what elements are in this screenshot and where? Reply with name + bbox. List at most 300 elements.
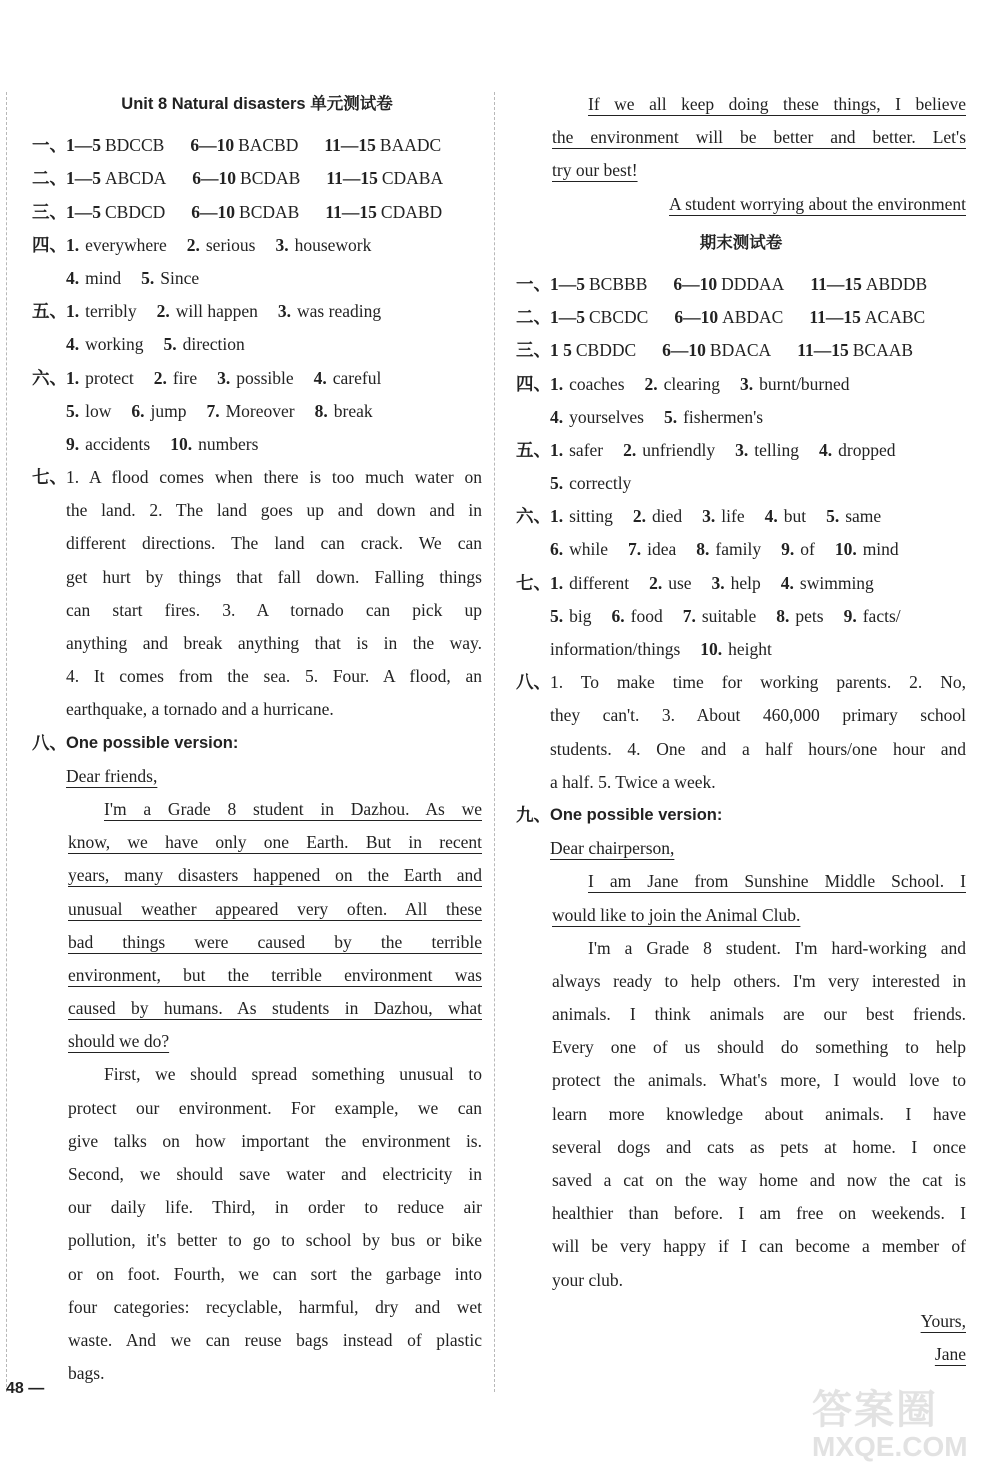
answer-text: mind [85, 267, 122, 288]
text-line: get hurt by things that fall down. Falling things [66, 566, 482, 587]
answer-text: height [728, 639, 772, 659]
question-number: 3. [275, 234, 289, 255]
answer-cell [141, 268, 199, 288]
letter-closing: Yours, [920, 1310, 966, 1331]
text-line: give talks on how important the environment is. [68, 1130, 482, 1151]
question-number: 5. [663, 406, 678, 427]
answer-cell [776, 606, 823, 626]
section-label: 四、 [516, 373, 551, 394]
answer-text: Since [160, 267, 200, 288]
text-line: our daily life. Third, in order to reduce air [68, 1197, 482, 1218]
answer-cells [32, 262, 482, 295]
right-section-5 [516, 434, 966, 500]
answer-cell [712, 573, 761, 593]
text-line: bags. [68, 1363, 105, 1384]
left-section-7 [32, 461, 482, 727]
question-number: 2. [632, 506, 647, 527]
answer-cell [206, 401, 294, 421]
mc-answers: ABDDB [865, 273, 928, 294]
answer-cell [835, 539, 899, 559]
answer-text: everywhere [85, 234, 167, 255]
mc-row [32, 129, 482, 162]
question-number: 3. [277, 301, 292, 322]
answer-text: big [569, 605, 592, 626]
question-number: 1. [66, 367, 80, 388]
answer-cells [66, 362, 401, 395]
answer-cell [66, 434, 150, 454]
answer-cell [633, 506, 682, 526]
answer-cells [32, 395, 482, 428]
answer-text: information/things [550, 639, 681, 659]
answer-cell [781, 539, 815, 559]
question-number: 5. [826, 506, 840, 527]
mc-answers: CBCDC [589, 307, 649, 328]
answer-text: was reading [297, 301, 382, 322]
left-section-6 [32, 362, 482, 462]
answer-cells [516, 633, 966, 666]
mc-answers: BACBD [238, 135, 299, 156]
section-label: 五、 [516, 439, 551, 460]
question-number: 2. [649, 572, 663, 593]
mc-answers: BCDAB [239, 201, 300, 222]
answer-cell [163, 334, 244, 354]
question-number: 10. [170, 433, 193, 454]
question-number: 3. [740, 373, 754, 394]
text-line: 4. It comes from the sea. 5. Four. A flood, an [66, 666, 482, 687]
mc-range: 1 5 [550, 340, 572, 361]
mc-segment [66, 162, 166, 195]
answer-text: numbers [198, 433, 259, 454]
answer-cells [550, 368, 870, 401]
text-line: students. 4. One and a half hours/one hour and [550, 738, 966, 759]
mc-answers: BDACA [709, 340, 772, 361]
answer-cell [628, 539, 676, 559]
question-number: 4. [66, 267, 80, 288]
mc-range: 1—5 [550, 273, 585, 294]
answer-cell [550, 506, 613, 526]
text-line: pollution, it's better to go to school by bus or bike [68, 1230, 482, 1251]
answer-cell [315, 401, 373, 421]
mc-range: 1—5 [66, 168, 101, 189]
left-mc-answers [32, 129, 482, 229]
answer-text: serious [205, 234, 256, 255]
mc-answers: CBDDC [575, 340, 637, 361]
answer-text: idea [647, 539, 677, 560]
left-section-8 [32, 727, 482, 1391]
question-number: 2. [186, 234, 200, 255]
answer-cell [217, 368, 294, 388]
text-line: anything and break anything that is in the way. [66, 633, 482, 653]
answer-text: fishermen's [683, 406, 764, 427]
mc-range: 11—15 [324, 135, 376, 156]
mc-segment [66, 196, 165, 229]
text-line: 1. To make time for working parents. 2. No, [550, 672, 966, 693]
answer-text: fire [172, 367, 198, 388]
mc-range: 1—5 [66, 135, 101, 156]
question-number: 3. [735, 439, 749, 460]
left-section-5 [32, 295, 482, 361]
section-label: 一、 [32, 135, 67, 156]
answer-text: life [721, 506, 745, 527]
question-number: 1. [66, 301, 80, 322]
answer-text: dropped [838, 439, 896, 460]
mc-segment [809, 301, 925, 334]
mc-row [516, 334, 966, 367]
answer-cells [550, 434, 916, 467]
answer-text: correctly [569, 473, 632, 494]
section-label: 三、 [516, 340, 551, 361]
left-column [32, 88, 482, 1390]
mc-range: 11—15 [809, 307, 861, 328]
mc-answers: BDCCB [105, 135, 165, 156]
letter-greeting: Dear chairperson, [550, 838, 675, 859]
answer-cells [550, 500, 901, 533]
text-line: your club. [552, 1269, 623, 1290]
answer-text: telling [754, 439, 800, 460]
answer-cell [683, 606, 757, 626]
answer-cell [550, 407, 644, 427]
answer-cell [700, 639, 772, 659]
answer-text: housework [294, 234, 372, 255]
answer-text: unfriendly [642, 439, 716, 460]
mc-answers: CBDCD [105, 201, 166, 222]
answer-text: use [668, 572, 692, 593]
answer-text: food [630, 605, 663, 626]
answer-text: suitable [701, 605, 757, 626]
right-section-7 [516, 567, 966, 667]
question-number: 5. [163, 334, 177, 355]
answer-cells [516, 467, 966, 500]
section-label: 四、 [32, 234, 67, 255]
text-line: four categories: recyclable, harmful, dry and wet [68, 1296, 482, 1317]
text-line: If we all keep doing these things, I believe [588, 94, 966, 114]
answer-cells [66, 229, 391, 262]
answer-cell [550, 639, 680, 659]
question-number: 5. [66, 400, 80, 421]
mc-row [516, 268, 966, 301]
mc-range: 6—10 [674, 307, 719, 328]
mc-segment [325, 196, 442, 229]
question-number: 4. [764, 506, 778, 527]
answer-text: accidents [85, 433, 151, 454]
text-line: unusual weather appeared very often. All these [68, 898, 482, 919]
question-number: 10. [700, 639, 723, 659]
answer-text: safer [569, 439, 604, 460]
answer-cell [826, 506, 881, 526]
column-divider [6, 92, 7, 1392]
text-line: I'm a Grade 8 student in Dazhou. As we [104, 798, 482, 819]
text-line: 1. A flood comes when there is too much water on [66, 467, 482, 488]
text-line: years, many disasters happened on the Earth and [68, 865, 482, 886]
mc-answers: BCAAB [852, 340, 914, 361]
answer-cell [664, 407, 763, 427]
answer-cell [170, 434, 258, 454]
question-number: 9. [66, 433, 80, 454]
text-line: environment, but the terrible environment was [68, 964, 482, 985]
mc-segment [550, 334, 636, 367]
text-line: waste. And we can reuse bags instead of plastic [68, 1329, 482, 1350]
answer-text: yourselves [569, 406, 644, 427]
answer-cell [781, 573, 874, 593]
text-line: try our best! [552, 160, 638, 181]
text-line: or on foot. Fourth, we can sort the garbage into [68, 1263, 482, 1284]
section-label: 三、 [32, 201, 67, 222]
answer-cell [157, 301, 258, 321]
text-line: saved a cat on the way home and now the cat is [552, 1170, 966, 1190]
question-number: 2. [644, 373, 658, 394]
question-number: 7. [682, 605, 696, 626]
mc-segment [324, 129, 441, 162]
answer-cell [550, 374, 625, 394]
mc-segment [550, 268, 647, 301]
right-section-4 [516, 368, 966, 434]
answer-cell [66, 334, 143, 354]
answer-cell [275, 235, 371, 255]
letter-underlined-part [32, 793, 482, 1059]
answer-cell [66, 235, 167, 255]
mc-segment [797, 334, 913, 367]
answer-cell [66, 301, 137, 321]
answer-text: help [730, 572, 761, 593]
question-number: 10. [834, 539, 857, 560]
answer-cell [314, 368, 382, 388]
left-section-4 [32, 229, 482, 295]
answer-text: direction [182, 334, 245, 355]
answer-cell [66, 268, 121, 288]
mc-answers: BCBBB [589, 273, 648, 294]
text-line: the land. 2. The land goes up and down and in [66, 500, 482, 521]
watermark-en: MXQE.COM [812, 1431, 968, 1462]
letter-continuation [516, 88, 966, 221]
question-number: 4. [819, 439, 833, 460]
answer-text: different [569, 572, 630, 593]
version-heading: One possible version: [550, 805, 723, 824]
question-number: 4. [780, 572, 794, 593]
answer-cell [131, 401, 186, 421]
answer-cells [32, 328, 482, 361]
question-number: 4. [66, 334, 80, 355]
letter-signature: Jane [934, 1343, 966, 1364]
mc-range: 6—10 [662, 340, 706, 361]
question-number: 9. [781, 539, 795, 560]
answer-cell [612, 606, 663, 626]
mc-range: 11—15 [797, 340, 849, 361]
mc-range: 11—15 [325, 201, 377, 222]
answer-text: working [85, 334, 144, 355]
text-line: First, we should spread something unusual to [104, 1064, 482, 1085]
answer-text: will happen [175, 301, 258, 322]
question-number: 1. [550, 373, 564, 394]
text-line: earthquake, a tornado and a hurricane. [66, 699, 334, 720]
right-column [516, 88, 966, 1371]
question-number: 6. [611, 605, 625, 626]
answer-cell [66, 401, 111, 421]
answer-cell [550, 606, 592, 626]
answer-text: of [800, 539, 815, 560]
section-label: 八、 [516, 672, 551, 693]
column-divider [494, 92, 495, 1392]
question-number: 5. [141, 267, 155, 288]
text-line: should we do? [68, 1031, 170, 1052]
answer-cell [819, 440, 895, 460]
answer-text: clearing [663, 373, 720, 394]
section-label: 七、 [32, 467, 67, 488]
watermark-logo [812, 1388, 968, 1462]
mc-range: 11—15 [810, 273, 862, 294]
question-number: 3. [217, 367, 231, 388]
answer-text: terribly [85, 301, 137, 322]
text-line: I'm a Grade 8 student. I'm hard-working and [588, 937, 966, 958]
answer-cell [765, 506, 807, 526]
question-number: 9. [843, 605, 857, 626]
answer-text: pets [795, 605, 824, 626]
mc-segment [66, 129, 164, 162]
answer-text: jump [150, 400, 187, 421]
section-label: 六、 [32, 367, 67, 388]
answer-text: but [783, 506, 807, 527]
question-number: 8. [696, 539, 710, 560]
question-number: 2. [623, 439, 637, 460]
watermark-cn: 答案圈 [812, 1388, 938, 1432]
question-number: 3. [702, 506, 716, 527]
final-test-title: 期末测试卷 [699, 233, 783, 252]
text-line: protect our environment. For example, we can [68, 1097, 482, 1118]
answer-text: break [333, 400, 373, 421]
mc-segment [192, 162, 300, 195]
section-label: 一、 [516, 273, 551, 294]
text-line: Every one of us should do something to help [552, 1037, 966, 1058]
text-line: caused by humans. As students in Dazhou, what [68, 998, 482, 1019]
letter-body [516, 932, 966, 1371]
mc-range: 1—5 [550, 307, 585, 328]
letter-greeting: Dear friends, [66, 765, 158, 786]
answer-cell [550, 573, 629, 593]
question-number: 8. [776, 605, 790, 626]
answer-text: burnt/burned [759, 373, 850, 394]
answer-cell [649, 573, 691, 593]
mc-answers: ABDAC [722, 307, 784, 328]
mc-segment [190, 129, 298, 162]
question-number: 7. [206, 400, 220, 421]
section-label: 六、 [516, 506, 551, 527]
mc-segment [810, 268, 927, 301]
question-number: 6. [550, 539, 564, 560]
answer-cell [645, 374, 720, 394]
right-mc-answers [516, 268, 966, 368]
answer-text: protect [85, 367, 134, 388]
mc-range: 1—5 [66, 201, 101, 222]
question-number: 1. [550, 572, 564, 593]
text-line: can start fires. 3. A tornado can pick up [66, 599, 482, 620]
text-line: animals. I think animals are our best friends. [552, 1004, 966, 1025]
mc-segment [326, 162, 443, 195]
mc-answers: BCDAB [240, 168, 301, 189]
text-line: I am Jane from Sunshine Middle School. I [588, 871, 966, 892]
answer-text: family [715, 539, 762, 560]
text-line: different directions. The land can crack. We can [66, 533, 482, 554]
answer-text: sitting [569, 506, 613, 527]
answer-cells [66, 295, 401, 328]
letter-signoff: A student worrying about the environment [669, 193, 966, 214]
answer-text: careful [332, 367, 382, 388]
mc-row [516, 301, 966, 334]
right-section-6 [516, 500, 966, 566]
question-number: 6. [131, 400, 145, 421]
text-line: protect the animals. What's more, I would love to [552, 1070, 966, 1091]
answer-text: died [652, 506, 683, 527]
text-line: learn more knowledge about animals. I have [552, 1103, 966, 1124]
text-line: know, we have only one Earth. But in recent [68, 832, 482, 853]
answer-cell [154, 368, 197, 388]
text-line: the environment will be better and better. Let's [552, 127, 966, 148]
question-number: 1. [550, 439, 564, 460]
question-number: 3. [711, 572, 725, 593]
answer-cell [278, 301, 381, 321]
answer-text: Moreover [225, 400, 295, 421]
question-number: 8. [314, 400, 328, 421]
text-line: several dogs and cats as pets at home. I once [552, 1136, 966, 1157]
answer-cells [550, 567, 894, 600]
section-label: 二、 [32, 168, 67, 189]
mc-segment [550, 301, 648, 334]
mc-answers: BAADC [379, 135, 442, 156]
section-label: 五、 [32, 301, 67, 322]
section-label: 八、 [32, 732, 67, 753]
version-heading: One possible version: [66, 733, 239, 752]
text-line: they can't. 3. About 460,000 primary school [550, 705, 966, 726]
mc-answers: ACABC [864, 307, 926, 328]
mc-segment [673, 268, 784, 301]
text-line: bad things were caused by the terrible [68, 931, 482, 952]
question-number: 4. [550, 406, 564, 427]
answer-cell [550, 440, 603, 460]
answer-cell [696, 539, 761, 559]
answer-cell [740, 374, 850, 394]
question-number: 2. [156, 301, 170, 322]
unit8-test-title: Unit 8 Natural disasters 单元测试卷 [121, 95, 393, 113]
question-number: 5. [550, 605, 564, 626]
question-number: 1. [66, 234, 80, 255]
answer-text: low [85, 400, 112, 421]
mc-answers: CDABA [381, 168, 444, 189]
right-section-9 [516, 799, 966, 1371]
section-label: 九、 [516, 804, 551, 825]
question-number: 5. [550, 473, 564, 494]
right-section-8 [516, 666, 966, 799]
mc-range: 6—10 [190, 135, 235, 156]
mc-segment [662, 334, 771, 367]
mc-range: 6—10 [192, 168, 237, 189]
answer-cell [66, 368, 134, 388]
answer-text: while [569, 539, 609, 560]
answer-cells [516, 401, 966, 434]
answer-text: coaches [569, 373, 625, 394]
question-number: 4. [313, 367, 327, 388]
mc-segment [674, 301, 783, 334]
answer-cell [550, 539, 608, 559]
section-label: 二、 [516, 307, 551, 328]
mc-answers: DDDAA [721, 273, 785, 294]
question-number: 2. [153, 367, 167, 388]
question-number: 7. [628, 539, 642, 560]
mc-row [32, 162, 482, 195]
text-line: a half. 5. Twice a week. [550, 771, 716, 792]
answer-cell [702, 506, 744, 526]
answer-cell [735, 440, 799, 460]
mc-row [32, 196, 482, 229]
mc-range: 11—15 [326, 168, 378, 189]
answer-cells [516, 600, 966, 633]
